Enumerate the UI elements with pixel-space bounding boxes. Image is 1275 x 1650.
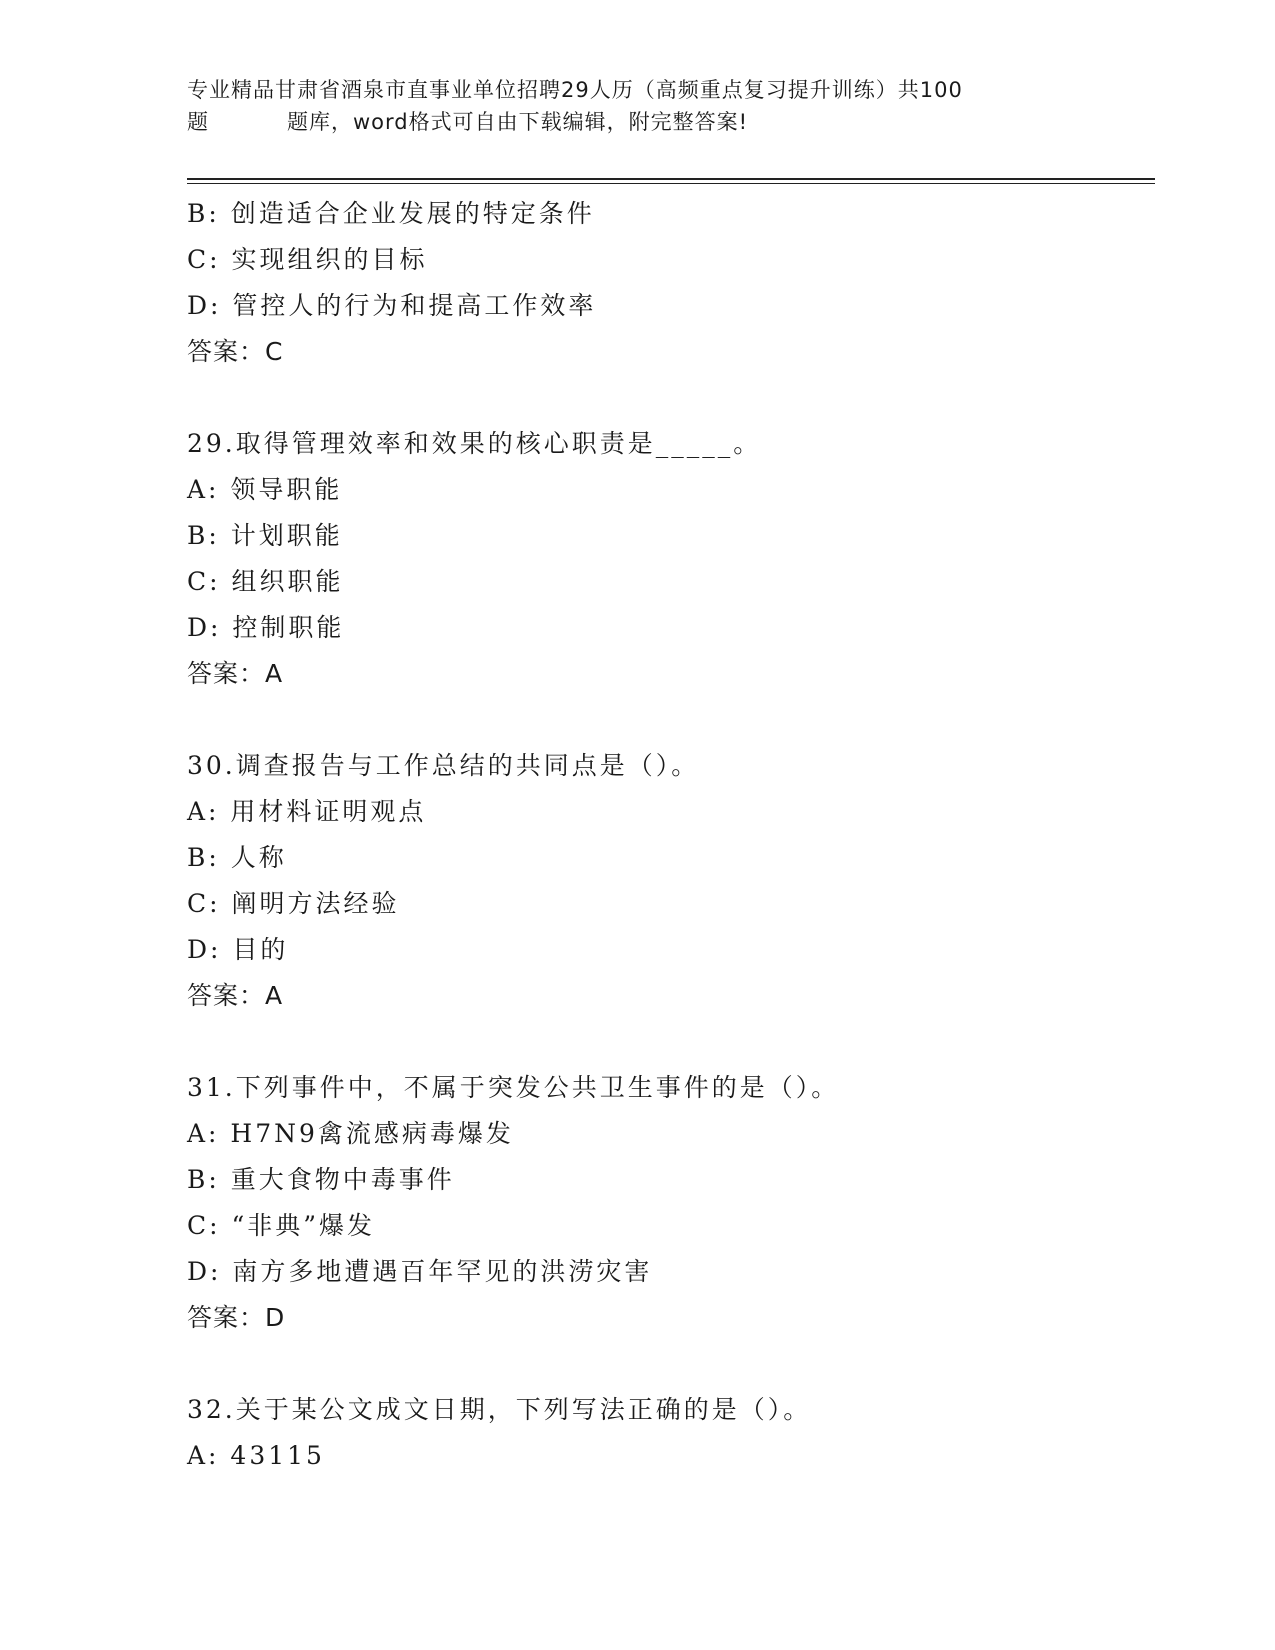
question-stem: 31.下列事件中，不属于突发公共卫生事件的是（）。 bbox=[187, 1073, 840, 1102]
option-c: C: 阐明方法经验 bbox=[187, 889, 400, 918]
spacer bbox=[187, 1341, 1155, 1387]
option-a: A: 用材料证明观点 bbox=[187, 797, 427, 826]
option-c: C: 组织职能 bbox=[187, 567, 344, 596]
option-d: D: 目的 bbox=[187, 935, 289, 964]
question-stem: 30.调查报告与工作总结的共同点是（）。 bbox=[187, 751, 700, 780]
question-block-32 bbox=[187, 1387, 1155, 1479]
spacer bbox=[187, 1019, 1155, 1065]
header-line2-lead: 题 bbox=[187, 110, 209, 134]
option-d: D: 控制职能 bbox=[187, 613, 345, 642]
answer-line: 答案：A bbox=[187, 659, 284, 688]
header-title-line2 bbox=[187, 106, 1087, 138]
option-b: B: 计划职能 bbox=[187, 521, 343, 550]
option-a: A: 领导职能 bbox=[187, 475, 343, 504]
question-block-prev bbox=[187, 191, 1155, 375]
header-line2-rest: 题库，word格式可自由下载编辑，附完整答案! bbox=[287, 110, 749, 134]
option-a: A: H7N9禽流感病毒爆发 bbox=[187, 1119, 514, 1148]
answer-line: 答案：D bbox=[187, 1303, 286, 1332]
option-b: B: 人称 bbox=[187, 843, 287, 872]
header-rule-thin bbox=[187, 183, 1155, 184]
answer-line: 答案：A bbox=[187, 981, 284, 1010]
question-block-31 bbox=[187, 1065, 1155, 1341]
option-d: D: 管控人的行为和提高工作效率 bbox=[187, 291, 597, 320]
question-list bbox=[187, 191, 1155, 1479]
option-b: B: 创造适合企业发展的特定条件 bbox=[187, 199, 595, 228]
spacer bbox=[187, 375, 1155, 421]
option-a: A: 43115 bbox=[187, 1441, 325, 1470]
page-header bbox=[187, 74, 1087, 138]
option-c: C: “非典”爆发 bbox=[187, 1211, 376, 1240]
question-stem: 29.取得管理效率和效果的核心职责是_____。 bbox=[187, 429, 762, 458]
question-block-29 bbox=[187, 421, 1155, 697]
option-b: B: 重大食物中毒事件 bbox=[187, 1165, 455, 1194]
option-d: D: 南方多地遭遇百年罕见的洪涝灾害 bbox=[187, 1257, 653, 1286]
question-block-30 bbox=[187, 743, 1155, 1019]
header-title-line1: 专业精品甘肃省酒泉市直事业单位招聘29人历（高频重点复习提升训练）共100 bbox=[187, 78, 963, 102]
header-rule-thick bbox=[187, 178, 1155, 180]
answer-line: 答案：C bbox=[187, 337, 284, 366]
spacer bbox=[187, 697, 1155, 743]
option-c: C: 实现组织的目标 bbox=[187, 245, 428, 274]
question-stem: 32.关于某公文成文日期，下列写法正确的是（）。 bbox=[187, 1395, 812, 1424]
